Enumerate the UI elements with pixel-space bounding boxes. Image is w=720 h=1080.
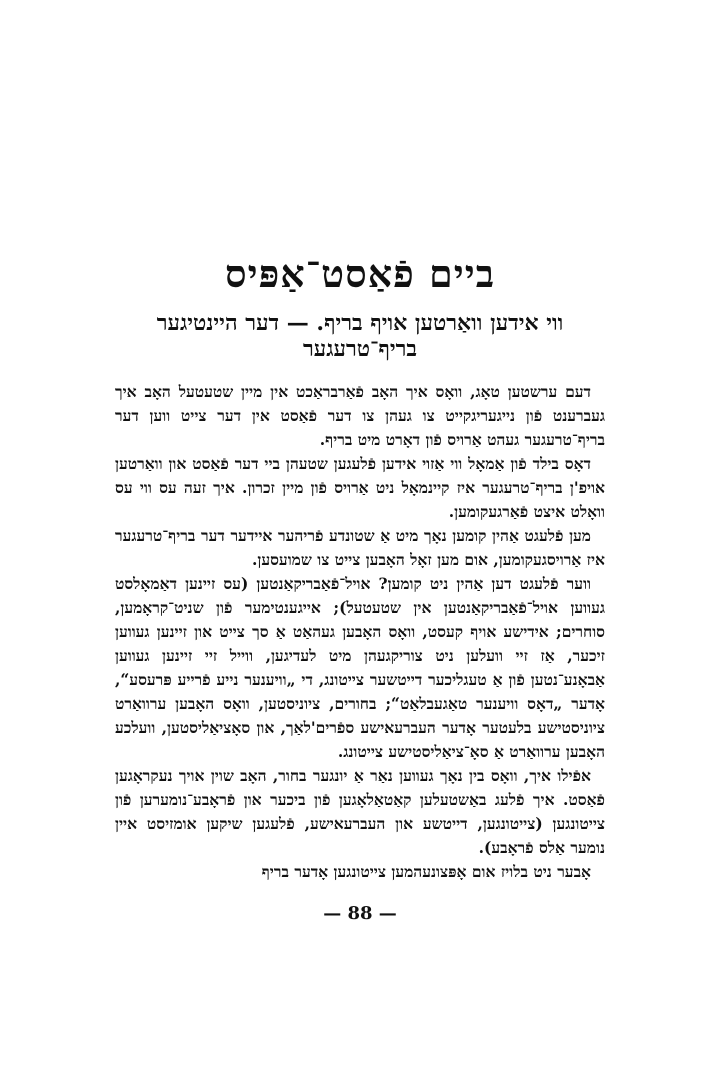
- paragraph-3: מען פֿלעגט אַהין קומען נאָך מיט אַ שטונדע פֿריהער איידער דער בריף־טרעגער איז אַרויסגעקומען, אום מען זאָל האָבען צייט צו שמועסען.: [115, 526, 605, 569]
- subtitle-line-1: ווי אידען וואַרטען אויף בריף. — דער היינטיגער: [156, 310, 564, 336]
- paragraph-6: אָבער ניט בלויז אום אָפּצונעהמען צייטונגען אָדער בריף: [261, 862, 591, 881]
- paragraph-2: דאָס בילד פֿון אַמאָל ווי אַזוי אידען פֿלעגען שטעהן ביי דער פֿאַסט און וואַרטען אויפ'ן בריף־טרעגער איז קיינמאָל ניט אַרויס פֿון מיין זכרון. איך זעה עס ווי עס וואָלט איצט פֿאַרגעקומען.: [115, 454, 605, 521]
- chapter-title: ביים פֿאַסט־אַפּיס: [224, 251, 496, 296]
- page-number: — 88 —: [323, 903, 397, 924]
- paragraph-4: ווער פֿלעגט דען אַהין ניט קומען? אויל־פֿאַבריקאַנטען (עס זיינען דאַמאָלסט געווען אויל־פֿאַבריקאַנטען אין שטעטעל); אייגענטימער פֿון שניט־קראָמען, סוחרים; אידישע אויף קעסט, וואָס האָבען געהאַט אַ סך צייט און זיינען געווען זיכער, אַז זיי וועלען ניט צוריקגעהן מיט לעדיגען, ווייל זיי זיינען געווען אַבאָנע־נטען פֿון אַ טעגליכער דייטשער צייטונג, די „וויענער נייע פֿרייע פּרעסע“, אָדער „דאָס וויענער טאַגעבלאַט“; בחורים, ציוניסטען, וואָס האָבען ערוואַרט ציוניסטישע בלעטער אָדער העברעאישע ספֿרים'לאַך, און סאָציאַליסטען, וועלכע האָבען ערוואַרט אַ סאָ־ציאַליסטישע צייטונג.: [115, 574, 605, 761]
- chapter-subtitle: [110, 310, 610, 362]
- body-text: [115, 380, 605, 884]
- paragraph-5: אפֿילו איך, וואָס בין נאָך געווען נאַר אַ יונגער בחור, האָב שוין אויך נעקראָגען פֿאַסט. איך פֿלעג באַשטעלען קאַטאַלאָגען פֿון ביכער און פֿראָבע־נומערען פֿון צייטונגען (צייטונגען, דייטשע און העברעאישע, פֿלעגען שיקען אומזיסט איין נומער אַלס פֿראָבע).: [115, 766, 605, 857]
- subtitle-line-2: בריף־טרעגער: [302, 336, 418, 362]
- paragraph-1: דעם ערשטען טאָג, וואָס איך האָב פֿאַרבראַכט אין מיין שטעטעל האָב איך געברענט פֿון נייגעריגקייט צו געהן צו דער פֿאַסט אין דער צייט ווען דער בריף־טרעגער געהט אַרויס פֿון דאָרט מיט בריף.: [115, 382, 605, 449]
